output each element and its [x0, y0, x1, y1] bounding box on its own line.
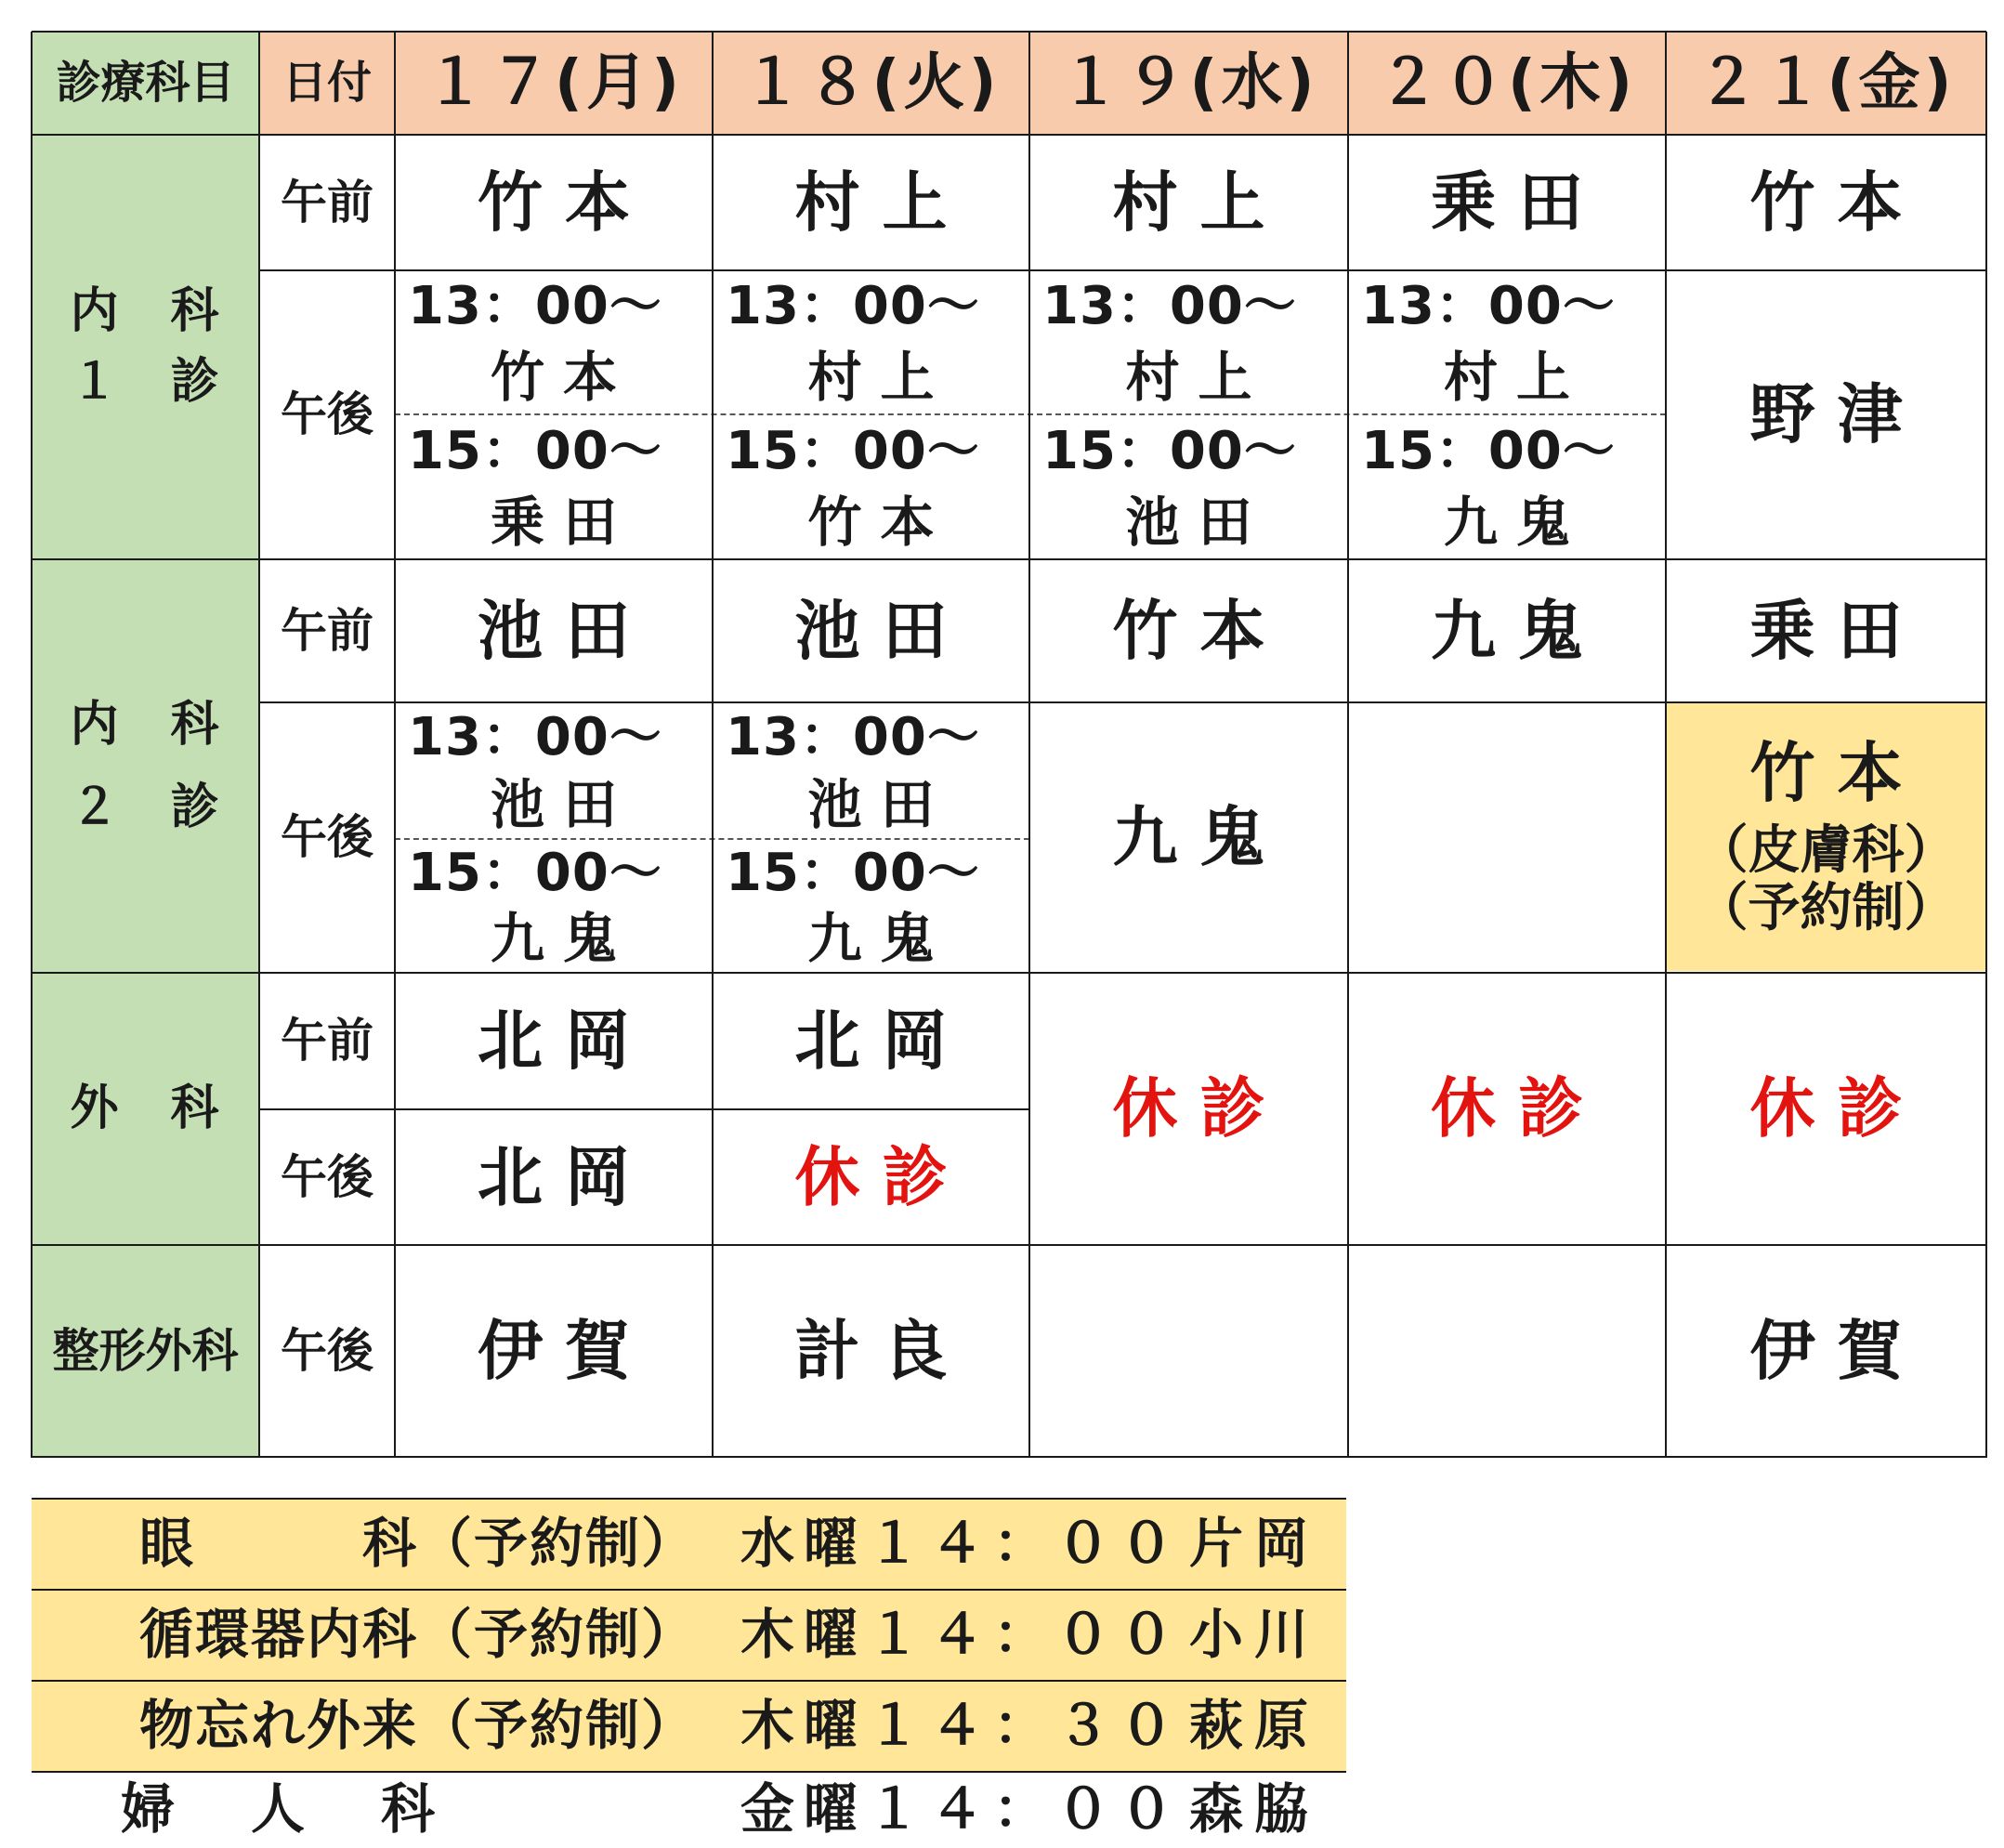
geka-am-mon: 北岡 — [478, 1003, 652, 1079]
naika1-pm-wed-doc1: 村上 — [1125, 346, 1271, 410]
header-day-fri: ２１(金) — [1696, 46, 1956, 119]
specialty-doctor: 小川 — [1189, 1603, 1320, 1667]
naika2-am-mon: 池田 — [478, 592, 652, 669]
seikei-pm-mon: 伊賀 — [478, 1312, 652, 1389]
naika1-pm-thu-doc1: 村上 — [1443, 346, 1589, 410]
grid-line — [259, 1108, 1029, 1110]
geka-thu-closed: 休診 — [1431, 1070, 1605, 1147]
seikei-pm-thu — [1348, 1245, 1666, 1457]
dept-naika1-line2: １ 診 — [70, 353, 221, 410]
dept-naika1 — [32, 135, 259, 559]
grid-line — [32, 134, 1986, 136]
grid-line — [394, 32, 396, 1458]
dept-seikei: 整形外科 — [52, 1323, 239, 1378]
grid-line — [32, 31, 1986, 33]
naika2-pm-mon-time1: 13：00～ — [408, 707, 662, 768]
header-day-thu: ２０(木) — [1377, 46, 1637, 119]
naika1-pm-fri: 野津 — [1749, 376, 1925, 452]
naika2-pm-fri — [1666, 702, 1986, 973]
naika2-pm-tue-time1: 13：00～ — [726, 707, 980, 768]
grid-line — [32, 972, 1986, 974]
naika1-pm-mon-doc2: 乗田 — [490, 491, 635, 555]
slot-divider — [395, 413, 1666, 415]
grid-line — [1028, 32, 1030, 1458]
dept-naika1-line1: 内 科 — [70, 283, 221, 340]
naika2-pm-wed: 九鬼 — [1112, 799, 1288, 875]
grid-line — [31, 32, 33, 1458]
dept-naika2-line2: ２ 診 — [70, 779, 221, 835]
specialty-day-time: 木曜１４：３０ — [740, 1694, 1184, 1758]
specialty-name: 婦 人 科 — [121, 1777, 447, 1841]
naika1-pm-tue-time2: 15：00～ — [726, 421, 980, 482]
naika1-am-mon: 竹本 — [478, 164, 652, 241]
period-am: 午前 — [281, 175, 373, 229]
naika1-am-thu: 乗田 — [1431, 164, 1605, 241]
naika2-am-tue: 池田 — [794, 592, 970, 669]
naika1-pm-thu-time1: 13：00～ — [1361, 276, 1616, 337]
period-pm: 午後 — [281, 810, 373, 864]
specialty-doctor: 萩原 — [1189, 1694, 1320, 1758]
dept-geka: 外 科 — [70, 1080, 221, 1136]
naika2-pm-tue-doc1: 池田 — [807, 773, 953, 837]
naika2-pm-mon-doc1: 池田 — [490, 773, 635, 837]
specialty-name: 物忘れ外来（予約制） — [139, 1694, 698, 1758]
specialty-line — [32, 1498, 1346, 1500]
naika1-pm-thu-time2: 15：00～ — [1361, 421, 1616, 482]
specialty-name: 循環器内科（予約制） — [139, 1603, 698, 1667]
dept-naika2 — [32, 559, 259, 973]
specialty-name: 眼 科（予約制） — [139, 1512, 698, 1576]
grid-line — [712, 32, 714, 1458]
grid-line — [259, 701, 1986, 703]
grid-line — [1347, 32, 1349, 1458]
naika1-pm-tue-time1: 13：00～ — [726, 276, 980, 337]
specialty-day-time: 木曜１４：００ — [740, 1603, 1184, 1667]
specialty-day-time: 金曜１４：００ — [740, 1777, 1184, 1841]
period-pm: 午後 — [281, 1323, 373, 1378]
seikei-pm-fri: 伊賀 — [1749, 1312, 1925, 1389]
grid-line — [32, 1456, 1986, 1458]
naika2-am-fri: 乗田 — [1749, 592, 1925, 669]
naika2-am-wed: 竹本 — [1112, 592, 1288, 669]
naika1-pm-wed-time2: 15：00～ — [1042, 421, 1297, 482]
naika2-pm-fri-doctor: 竹本 — [1749, 735, 1925, 812]
naika1-pm-thu-doc2: 九鬼 — [1443, 491, 1589, 555]
naika2-pm-fri-note2: （予約制） — [1696, 878, 1957, 938]
geka-am-tue: 北岡 — [794, 1003, 970, 1079]
specialty-line — [32, 1589, 1346, 1591]
specialty-day-time: 水曜１４：００ — [740, 1512, 1184, 1576]
grid-line — [259, 269, 1986, 271]
naika2-am-thu: 九鬼 — [1431, 592, 1605, 669]
naika1-pm-mon-doc1: 竹本 — [490, 346, 635, 410]
grid-line — [32, 1244, 1986, 1246]
seikei-pm-wed — [1029, 1245, 1348, 1457]
naika1-pm-mon-time2: 15：00～ — [408, 421, 662, 482]
header-day-wed: １９(水) — [1059, 46, 1318, 119]
naika2-pm-mon-doc2: 九鬼 — [490, 907, 635, 971]
naika1-pm-tue-doc2: 竹本 — [807, 491, 953, 555]
seikei-pm-tue: 計良 — [794, 1312, 970, 1389]
geka-pm-tue-closed: 休診 — [794, 1138, 970, 1215]
header-dept-label: 診療科目 — [56, 57, 235, 110]
geka-pm-mon: 北岡 — [478, 1138, 652, 1215]
specialty-doctor: 片岡 — [1189, 1512, 1320, 1576]
specialty-line — [32, 1680, 1346, 1682]
grid-line — [1665, 32, 1667, 1458]
grid-line — [1985, 32, 1987, 1458]
period-am: 午前 — [281, 1014, 373, 1068]
naika1-am-tue: 村上 — [794, 164, 970, 241]
header-day-mon: １７(月) — [424, 46, 684, 119]
period-am: 午前 — [281, 603, 373, 658]
naika2-pm-tue-time2: 15：00～ — [726, 843, 980, 904]
grid-line — [32, 558, 1986, 560]
naika2-pm-mon-time2: 15：00～ — [408, 843, 662, 904]
header-day-tue: １８(火) — [741, 46, 1001, 119]
naika1-pm-mon-time1: 13：00～ — [408, 276, 662, 337]
period-pm: 午後 — [281, 387, 373, 441]
naika1-am-fri: 竹本 — [1749, 164, 1925, 241]
naika1-am-wed: 村上 — [1112, 164, 1288, 241]
specialty-doctor: 森脇 — [1189, 1777, 1320, 1841]
header-date-label: 日付 — [282, 57, 372, 110]
naika1-pm-tue-doc1: 村上 — [807, 346, 953, 410]
dept-naika2-line1: 内 科 — [70, 697, 221, 754]
specialty-line — [32, 1771, 1346, 1773]
geka-wed-closed: 休診 — [1112, 1070, 1288, 1147]
geka-fri-closed: 休診 — [1749, 1070, 1925, 1147]
period-pm: 午後 — [281, 1149, 373, 1204]
naika2-pm-tue-doc2: 九鬼 — [807, 907, 953, 971]
grid-line — [258, 32, 260, 1458]
naika2-pm-fri-note1: （皮膚科） — [1696, 820, 1957, 882]
naika1-pm-wed-doc2: 池田 — [1125, 491, 1271, 555]
naika1-pm-wed-time1: 13：00～ — [1042, 276, 1297, 337]
